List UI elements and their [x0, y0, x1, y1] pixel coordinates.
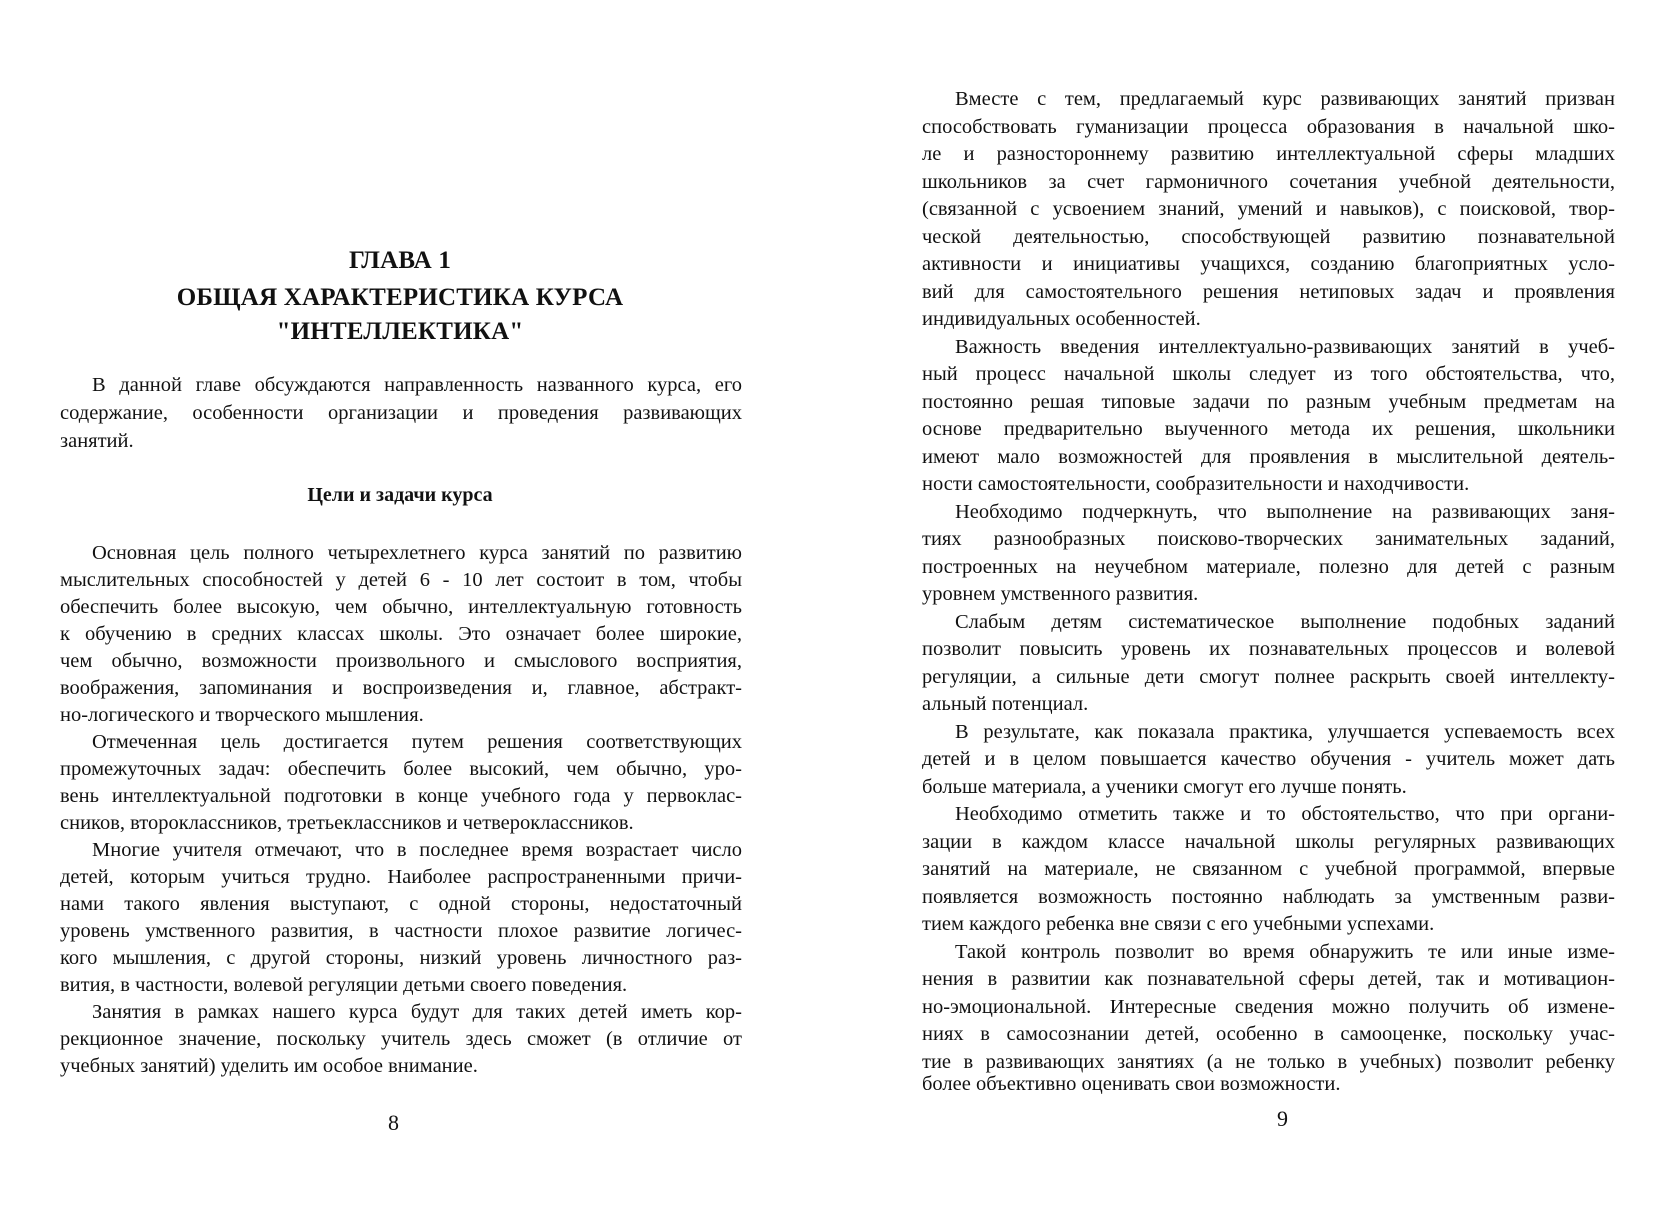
body-line: вий для самостоятельного решения нетиповых задач и проявления: [922, 280, 1615, 303]
body-line: детей, которым учиться трудно. Наиболее распространенными причи-: [60, 866, 742, 888]
body-line: Вместе с тем, предлагаемый курс развивающих занятий призван: [955, 88, 1615, 110]
body-line: воображения, запоминания и воспроизведения и, главное, абстракт-: [60, 677, 742, 699]
body-line: вень интеллектуальной подготовки в конце учебного года у первоклас-: [60, 785, 742, 807]
page-number: 8: [388, 1110, 399, 1135]
body-line: учебных занятий) уделить им особое внимание.: [60, 1055, 478, 1077]
intro-line: В данной главе обсуждаются направленность названного курса, его: [92, 374, 742, 396]
body-line: Слабым детям систематическое выполнение подобных заданий: [955, 610, 1615, 633]
body-line: зации в каждом классе начальной школы регулярных развивающих: [922, 830, 1615, 853]
body-line: обеспечить более высокую, чем обычно, интеллектуальную готовность: [60, 596, 742, 618]
body-line: индивидуальных особенностей.: [922, 308, 1201, 330]
chapter-title: ОБЩАЯ ХАРАКТЕРИСТИКА КУРСА: [176, 284, 624, 311]
body-line: к обучению в средних классах школы. Это означает более широкие,: [60, 623, 742, 645]
body-line: чем обычно, возможности произвольного и смыслового восприятия,: [60, 650, 742, 672]
body-line: ный процесс начальной школы следует из того обстоятельства, что,: [922, 363, 1615, 385]
body-line: нения в развитии как познавательной сферы детей, так и мотивацион-: [922, 968, 1615, 990]
body-line: школьников за счет гармоничного сочетания учебной деятельности,: [922, 170, 1615, 193]
intro-line: занятий.: [60, 430, 134, 452]
body-line: тие в развивающих занятиях (а не только в учебных) позволит ребенку: [922, 1050, 1615, 1073]
body-line: (связанной с усвоением знаний, умений и навыков), с поисковой, твор-: [922, 198, 1615, 220]
body-line: занятий на материале, не связанном с учебной программой, впервые: [922, 858, 1615, 880]
body-line: нами такого явления выступают, с одной стороны, недостаточный: [60, 893, 742, 915]
chapter-title-quoted: "ИНТЕЛЛЕКТИКА": [276, 318, 524, 345]
body-line: уровнем умственного развития.: [922, 583, 1199, 605]
body-line: Многие учителя отмечают, что в последнее время возрастает число: [92, 839, 742, 861]
body-line: тиях разнообразных поисково-творческих занимательных заданий,: [922, 528, 1615, 550]
body-line: Необходимо подчеркнуть, что выполнение на развивающих заня-: [955, 500, 1615, 523]
body-line: ности самостоятельности, сообразительности и находчивости.: [922, 473, 1470, 495]
body-line: активности и инициативы учащихся, созданию благоприятных усло-: [922, 253, 1615, 275]
body-line: уровень умственного развития, в частности плохое развитие логичес-: [60, 920, 742, 942]
body-line: имеют мало возможностей для проявления в мыслительной деятель-: [922, 445, 1615, 468]
body-line: В результате, как показала практика, улучшается успеваемость всех: [955, 720, 1615, 743]
intro-line: содержание, особенности организации и проведения развивающих: [60, 402, 742, 424]
body-line: Необходимо отметить также и то обстоятельство, что при органи-: [955, 803, 1615, 825]
body-line: ческой деятельностью, способствующей развитию познавательной: [922, 225, 1615, 248]
body-line: сников, второклассников, третьеклассников и четвероклассников.: [60, 812, 634, 834]
body-line: позволит повысить уровень их познавательных процессов и волевой: [922, 638, 1615, 660]
body-line: Основная цель полного четырехлетнего курса занятий по развитию: [92, 542, 742, 564]
body-line: основе предварительно выученного метода их решения, школьники: [922, 418, 1615, 440]
body-line: детей и в целом повышается качество обучения - учитель может дать: [922, 748, 1615, 770]
chapter-label: ГЛАВА 1: [348, 247, 452, 274]
body-line: ле и разностороннему развитию интеллектуальной сферы младших: [922, 143, 1615, 165]
body-line: появляется возможность постоянно наблюдать за умственным разви-: [922, 885, 1615, 908]
left-page: [0, 0, 820, 1219]
body-line: регуляции, а сильные дети смогут полнее раскрыть своей интеллекту-: [922, 665, 1615, 688]
body-line: Важность введения интеллектуально-развивающих занятий в учеб-: [955, 335, 1615, 358]
body-line: рекционное значение, поскольку учитель здесь сможет (в отличие от: [60, 1028, 742, 1050]
body-line: ниях в самосознании детей, особенно в самооценке, поскольку учас-: [922, 1023, 1615, 1045]
body-line: промежуточных задач: обеспечить более высокий, чем обычно, уро-: [60, 758, 742, 780]
body-line: больше материала, а ученики смогут его лучше понять.: [922, 775, 1407, 798]
body-line: альный потенциал.: [922, 693, 1089, 715]
body-line: вития, в частности, волевой регуляции детьми своего поведения.: [60, 974, 628, 996]
body-line: более объективно оценивать свои возможности.: [922, 1073, 1341, 1095]
body-line: Отмеченная цель достигается путем решения соответствующих: [92, 731, 742, 753]
body-line: но-эмоциональной. Интересные сведения можно получить об измене-: [922, 995, 1615, 1018]
body-line: мыслительных способностей у детей 6 - 10 лет состоит в том, чтобы: [60, 569, 742, 591]
page-number: 9: [1277, 1106, 1288, 1131]
body-line: постоянно решая типовые задачи по разным учебным предметам на: [922, 390, 1615, 413]
body-line: кого мышления, с другой стороны, низкий уровень личностного раз-: [60, 947, 742, 969]
body-line: построенных на неучебном материале, полезно для детей с разным: [922, 555, 1615, 578]
body-line: Занятия в рамках нашего курса будут для таких детей иметь кор-: [92, 1001, 742, 1023]
section-title: Цели и задачи курса: [307, 484, 493, 506]
body-line: Такой контроль позволит во время обнаружить те или иные изме-: [955, 940, 1615, 963]
body-line: способствовать гуманизации процесса образования в начальной шко-: [922, 115, 1615, 138]
body-line: но-логического и творческого мышления.: [60, 704, 424, 726]
body-line: тием каждого ребенка вне связи с его учебными успехами.: [922, 913, 1435, 935]
right-page: [845, 0, 1665, 1219]
